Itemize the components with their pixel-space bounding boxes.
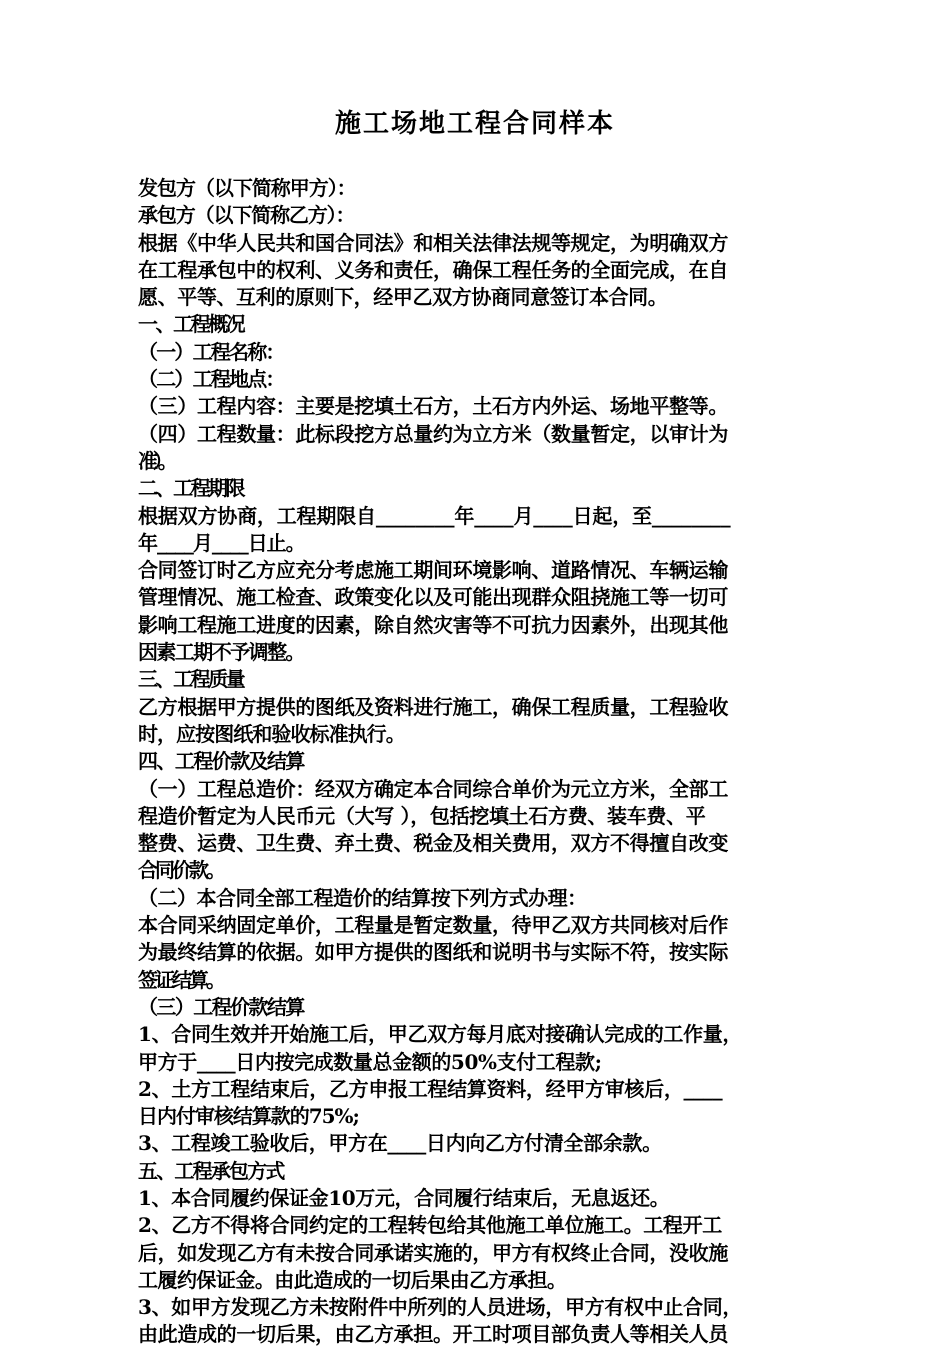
text-line: 四、工程价款及结算 bbox=[138, 749, 304, 774]
text-line: 年____月____日止。 bbox=[138, 530, 305, 555]
text-line: 1、合同生效并开始施工后，甲乙双方每月底对接确认完成的工作量， bbox=[138, 1022, 743, 1047]
text-line: 一、工程概况 bbox=[138, 312, 244, 337]
text-line: 影响工程施工进度的因素，除自然灾害等不可抗力因素外，出现其他 bbox=[138, 612, 728, 637]
text-line: 日内付审核结算款的75%; bbox=[138, 1104, 359, 1129]
text-line: 本合同采纳固定单价，工程量是暂定数量，待甲乙双方共同核对后作 bbox=[138, 913, 728, 938]
text-line: （三）工程内容：主要是挖填土石方，土石方内外运、场地平整等。 bbox=[138, 394, 728, 419]
text-line: 三、工程质量 bbox=[138, 667, 244, 692]
text-line: 在工程承包中的权利、义务和责任，确保工程任务的全面完成，在自 bbox=[138, 257, 728, 282]
text-line: 乙方根据甲方提供的图纸及资料进行施工，确保工程质量，工程验收 bbox=[138, 694, 728, 719]
text-line: 五、工程承包方式 bbox=[138, 1158, 284, 1183]
text-line: 由此造成的一切后果，由乙方承担。开工时项目部负责人等相关人员 bbox=[138, 1322, 728, 1347]
document-body bbox=[138, 175, 828, 1349]
text-line: 程造价暂定为人民币元（大写 ），包括挖填土石方费、装车费、平 bbox=[138, 803, 706, 828]
text-line: 为最终结算的依据。如甲方提供的图纸和说明书与实际不符，按实际 bbox=[138, 940, 728, 965]
text-line: 承包方（以下简称乙方）： bbox=[138, 203, 355, 228]
document-title: 施工场地工程合同样本 bbox=[334, 109, 615, 139]
text-line: （一）工程总造价：经双方确定本合同综合单价为元立方米，全部工 bbox=[138, 776, 728, 801]
text-line: 后，如发现乙方有未按合同承诺实施的，甲方有权终止合同，没收施 bbox=[138, 1240, 728, 1265]
text-line: 二、工程期限 bbox=[138, 476, 244, 501]
text-line: 甲方于____日内按完成数量总金额的50%支付工程款; bbox=[138, 1049, 602, 1074]
text-line: 3、工程竣工验收后，甲方在____日内向乙方付清全部余款。 bbox=[138, 1131, 662, 1156]
text-line: 发包方（以下简称甲方）： bbox=[138, 176, 356, 200]
text-line: 根据双方协商，工程期限自________年____月____日起，至________ bbox=[138, 503, 731, 528]
text-line: 准）。 bbox=[138, 448, 173, 473]
text-line: 整费、运费、卫生费、弃土费、税金及相关费用，双方不得擅自改变 bbox=[138, 831, 728, 856]
text-line: 管理情况、施工检查、政策变化以及可能出现群众阻挠施工等一切可 bbox=[138, 585, 728, 610]
text-line: 3、如甲方发现乙方未按附件中所列的人员进场，甲方有权中止合同， bbox=[138, 1295, 743, 1320]
text-line: 合同价款。 bbox=[138, 858, 223, 883]
text-line: 签证结算。 bbox=[138, 967, 223, 992]
text-line: （二）本合同全部工程造价的结算按下列方式办理： bbox=[138, 885, 587, 910]
text-line: 根据《中华人民共和国合同法》和相关法律法规等规定，为明确双方 bbox=[138, 230, 728, 255]
text-line: 2、土方工程结束后，乙方申报工程结算资料，经甲方审核后，____ bbox=[138, 1076, 723, 1101]
text-line: （一）工程名称： bbox=[138, 339, 284, 364]
text-line: 工履约保证金。由此造成的一切后果由乙方承担。 bbox=[138, 1267, 567, 1292]
text-line: 因素工期不予调整。 bbox=[138, 640, 304, 665]
text-line: 时，应按图纸和验收标准执行。 bbox=[138, 721, 405, 746]
text-line: 2、乙方不得将合同约定的工程转包给其他施工单位施工。工程开工 bbox=[138, 1213, 722, 1238]
text-line: 1、本合同履约保证金10万元，合同履行结束后，无息返还。 bbox=[138, 1185, 670, 1210]
text-line: 愿、平等、互利的原则下，经甲乙双方协商同意签订本合同。 bbox=[138, 285, 668, 310]
text-line: （二）工程地点： bbox=[138, 367, 284, 392]
text-line: （四）工程数量：此标段挖方总量约为立方米（数量暂定，以审计为 bbox=[138, 421, 728, 446]
text-line: （三）工程价款结算 bbox=[138, 994, 304, 1019]
text-line: 合同签订时乙方应充分考虑施工期间环境影响、道路情况、车辆运输 bbox=[138, 558, 728, 583]
